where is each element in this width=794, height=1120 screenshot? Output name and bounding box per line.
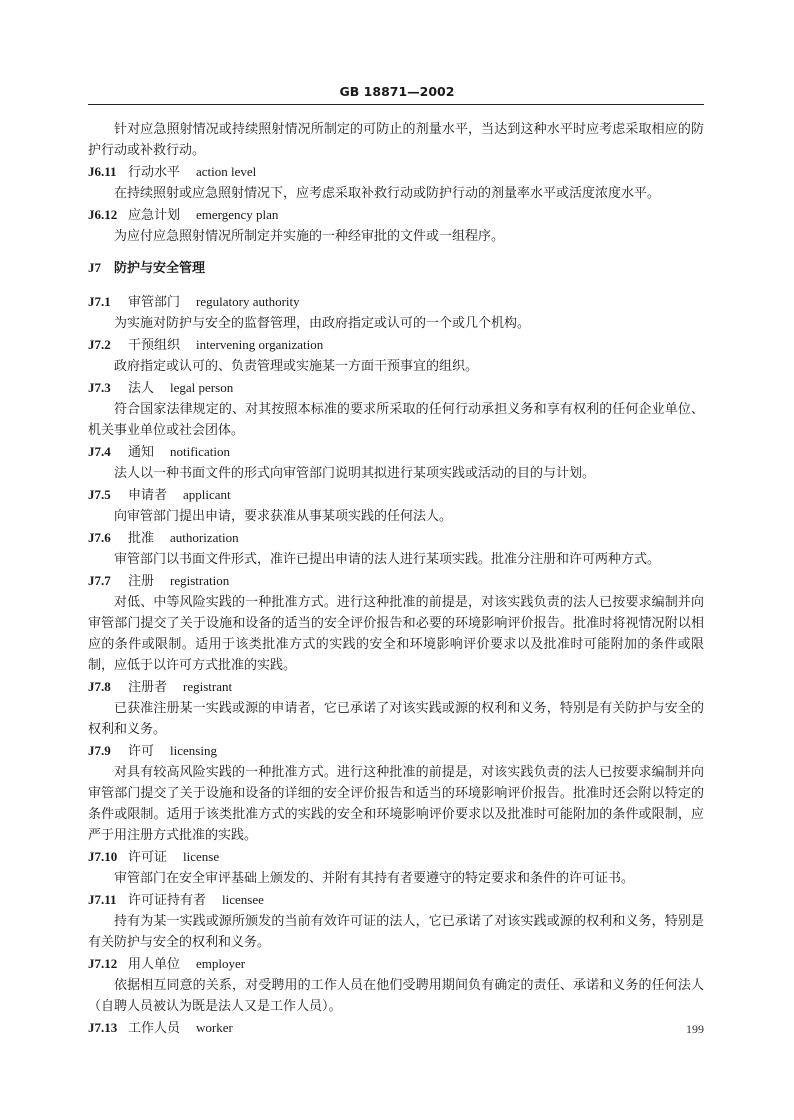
term-chinese: 注册 — [128, 574, 155, 589]
term-chinese: 干预组织 — [128, 338, 181, 353]
term-english: applicant — [183, 487, 231, 502]
definition-paragraph: 已获准注册某一实践或源的申请者，它已承诺了对该实践或源的权利和义务，特别是有关防护与安全的权利和义务。 — [88, 701, 704, 737]
term-chinese: 应急计划 — [128, 208, 181, 223]
term-english: regulatory authority — [196, 294, 300, 309]
definition-paragraph: 为实施对防护与安全的监督管理，由政府指定或认可的一个或几个机构。 — [114, 316, 531, 331]
term-number: J7.2 — [88, 337, 111, 352]
header-rule — [88, 104, 704, 105]
term-english: authorization — [170, 530, 239, 545]
document-body — [88, 119, 704, 1039]
term-heading — [88, 291, 704, 313]
definition-paragraph: 法人以一种书面文件的形式向审管部门说明其拟进行某项实践或活动的目的与计划。 — [114, 466, 596, 481]
term-number: J7.7 — [88, 573, 111, 588]
definition-paragraph: 对具有较高风险实践的一种批准方式。进行这种批准的前提是，对该实践负责的法人已按要求编制并向审管部门提交了关于设施和设备的详细的安全评价报告和适当的环境影响评价报告。批准时还会附以特定的条件或限制。适用于该类批准方式的实践的安全和环境影响评价要求以及批准时可能附加的条件或限制，应严于用注册方式批准的实践。 — [88, 765, 704, 843]
term-number: J6.12 — [88, 207, 118, 222]
term-english: licensing — [170, 743, 217, 758]
term-number: J7.10 — [88, 849, 118, 864]
term-chinese: 审管部门 — [128, 295, 181, 310]
definition-paragraph: 为应付应急照射情况所制定并实施的一种经审批的文件或一组程序。 — [114, 229, 505, 244]
definition-paragraph: 在持续照射或应急照射情况下，应考虑采取补救行动或防护行动的剂量率水平或活度浓度水平。 — [114, 186, 661, 201]
term-heading — [88, 161, 704, 183]
term-number: J7.4 — [88, 444, 111, 459]
term-heading — [88, 441, 704, 463]
term-chinese: 许可证 — [128, 850, 168, 865]
definition-paragraph: 对低、中等风险实践的一种批准方式。进行这种批准的前提是，对该实践负责的法人已按要求编制并向审管部门提交了关于设施和设备的适当的安全评价报告和必要的环境影响评价报告。批准时将视情况附以相应的条件或限制。适用于该类批准方式的实践的安全和环境影响评价要求以及批准时可能附加的条件或限制，应低于以许可方式批准的实践。 — [88, 595, 704, 673]
section-title: 防护与安全管理 — [114, 261, 206, 276]
term-number: J7.13 — [88, 1020, 118, 1035]
term-heading — [88, 953, 704, 975]
definition-paragraph: 政府指定或认可的、负责管理或实施某一方面干预事宜的组织。 — [114, 359, 479, 374]
section-number: J7 — [88, 260, 101, 275]
term-number: J6.11 — [88, 164, 117, 179]
page-number: 199 — [686, 1022, 704, 1036]
term-chinese: 申请者 — [128, 488, 168, 503]
term-chinese: 通知 — [128, 445, 155, 460]
term-heading — [88, 570, 704, 592]
definition-paragraph: 依据相互同意的关系，对受聘用的工作人员在他们受聘用期间负有确定的责任、承诺和义务的任何法人（自聘人员被认为既是法人又是工作人员）。 — [88, 978, 704, 1014]
term-heading — [88, 334, 704, 356]
definition-paragraph: 持有为某一实践或源所颁发的当前有效许可证的法人，它已承诺了对该实践或源的权利和义务，特别是有关防护与安全的权利和义务。 — [88, 914, 704, 950]
term-heading — [88, 889, 704, 911]
term-chinese: 工作人员 — [128, 1021, 181, 1036]
term-chinese: 行动水平 — [128, 165, 181, 180]
term-english: action level — [196, 164, 257, 179]
term-number: J7.1 — [88, 294, 111, 309]
term-heading — [88, 484, 704, 506]
term-chinese: 用人单位 — [128, 957, 181, 972]
term-heading — [88, 1017, 704, 1039]
term-english: legal person — [170, 380, 234, 395]
term-english: license — [183, 849, 220, 864]
term-english: intervening organization — [196, 337, 324, 352]
term-chinese: 许可证持有者 — [128, 893, 207, 908]
term-heading — [88, 204, 704, 226]
term-heading — [88, 527, 704, 549]
definition-paragraph: 针对应急照射情况或持续照射情况所制定的可防止的剂量水平，当达到这种水平时应考虑采取相应的防护行动或补救行动。 — [88, 122, 704, 158]
term-number: J7.8 — [88, 679, 111, 694]
term-heading — [88, 740, 704, 762]
term-english: registration — [170, 573, 230, 588]
term-english: registrant — [183, 679, 233, 694]
term-number: J7.5 — [88, 487, 111, 502]
definition-paragraph: 符合国家法律规定的、对其按照本标准的要求所采取的任何行动承担义务和享有权利的任何企业单位、机关事业单位或社会团体。 — [88, 402, 704, 438]
term-chinese: 法人 — [128, 381, 155, 396]
definition-paragraph: 向审管部门提出申请，要求获准从事某项实践的任何法人。 — [114, 509, 453, 524]
term-english: emergency plan — [196, 207, 279, 222]
term-number: J7.3 — [88, 380, 111, 395]
definition-paragraph: 审管部门以书面文件形式，准许已提出申请的法人进行某项实践。批准分注册和许可两种方式。 — [114, 552, 661, 567]
definition-paragraph: 审管部门在安全审评基础上颁发的、并附有其持有者要遵守的特定要求和条件的许可证书。 — [114, 871, 635, 886]
term-number: J7.11 — [88, 892, 117, 907]
term-number: J7.9 — [88, 743, 111, 758]
document-code-header: GB 18871—2002 — [339, 84, 455, 99]
term-chinese: 许可 — [128, 744, 155, 759]
term-english: employer — [196, 956, 246, 971]
section-heading — [88, 257, 704, 279]
term-chinese: 批准 — [128, 531, 155, 546]
term-english: notification — [170, 444, 230, 459]
term-english: licensee — [222, 892, 264, 907]
term-english: worker — [196, 1020, 233, 1035]
term-heading — [88, 676, 704, 698]
term-heading — [88, 377, 704, 399]
term-chinese: 注册者 — [128, 680, 168, 695]
term-heading — [88, 846, 704, 868]
term-number: J7.12 — [88, 956, 118, 971]
term-number: J7.6 — [88, 530, 111, 545]
